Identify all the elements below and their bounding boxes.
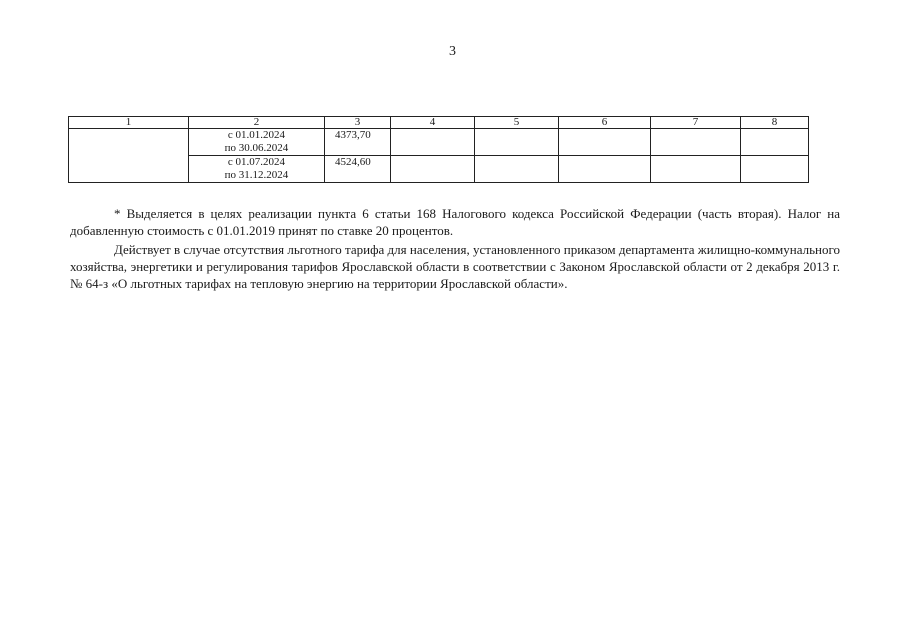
- table-cell-empty: [559, 129, 651, 156]
- table-cell-empty: [69, 129, 189, 183]
- table-cell-empty: [391, 156, 475, 183]
- page-number: 3: [449, 44, 456, 59]
- footnotes: [70, 205, 840, 294]
- table-cell-empty: [741, 156, 809, 183]
- column-header: 6: [559, 117, 651, 129]
- column-header: 3: [325, 117, 391, 129]
- table-cell-empty: [475, 129, 559, 156]
- column-header: 4: [391, 117, 475, 129]
- table-cell-period: [189, 156, 325, 183]
- column-header: 1: [69, 117, 189, 129]
- table-cell-value: 4373,70: [325, 129, 391, 156]
- table-cell-period: [189, 129, 325, 156]
- applicability-footnote: Действует в случае отсутствия льготного тарифа для населения, установленного приказом департамента жилищно-коммунального хозяйства, энергетики и регулирования тарифов Ярославской области в соответствии с Законом Ярославской области от 2 декабря 2013 г. № 64-з «О льготных тарифах на тепловую энергию на территории Ярославской области».: [70, 242, 840, 291]
- period-to: по 31.12.2024: [224, 169, 289, 181]
- vat-footnote: * Выделяется в целях реализации пункта 6 статьи 168 Налогового кодекса Российской Федерации (часть вторая). Налог на добавленную стоимость с 01.01.2019 принят по ставке 20 процентов.: [70, 206, 840, 238]
- table-row: [69, 129, 809, 156]
- table-cell-empty: [391, 129, 475, 156]
- table-cell-value: 4524,60: [325, 156, 391, 183]
- table-cell-empty: [651, 156, 741, 183]
- table-header-row: [69, 117, 809, 129]
- column-header: 5: [475, 117, 559, 129]
- tariff-table: [68, 116, 809, 183]
- period-to: по 30.06.2024: [224, 142, 289, 154]
- table-cell-empty: [651, 129, 741, 156]
- column-header: 7: [651, 117, 741, 129]
- period-from: с 01.07.2024: [227, 156, 286, 168]
- column-header: 2: [189, 117, 325, 129]
- period-from: с 01.01.2024: [227, 129, 286, 141]
- column-header: 8: [741, 117, 809, 129]
- table-cell-empty: [741, 129, 809, 156]
- table-cell-empty: [559, 156, 651, 183]
- table-cell-empty: [475, 156, 559, 183]
